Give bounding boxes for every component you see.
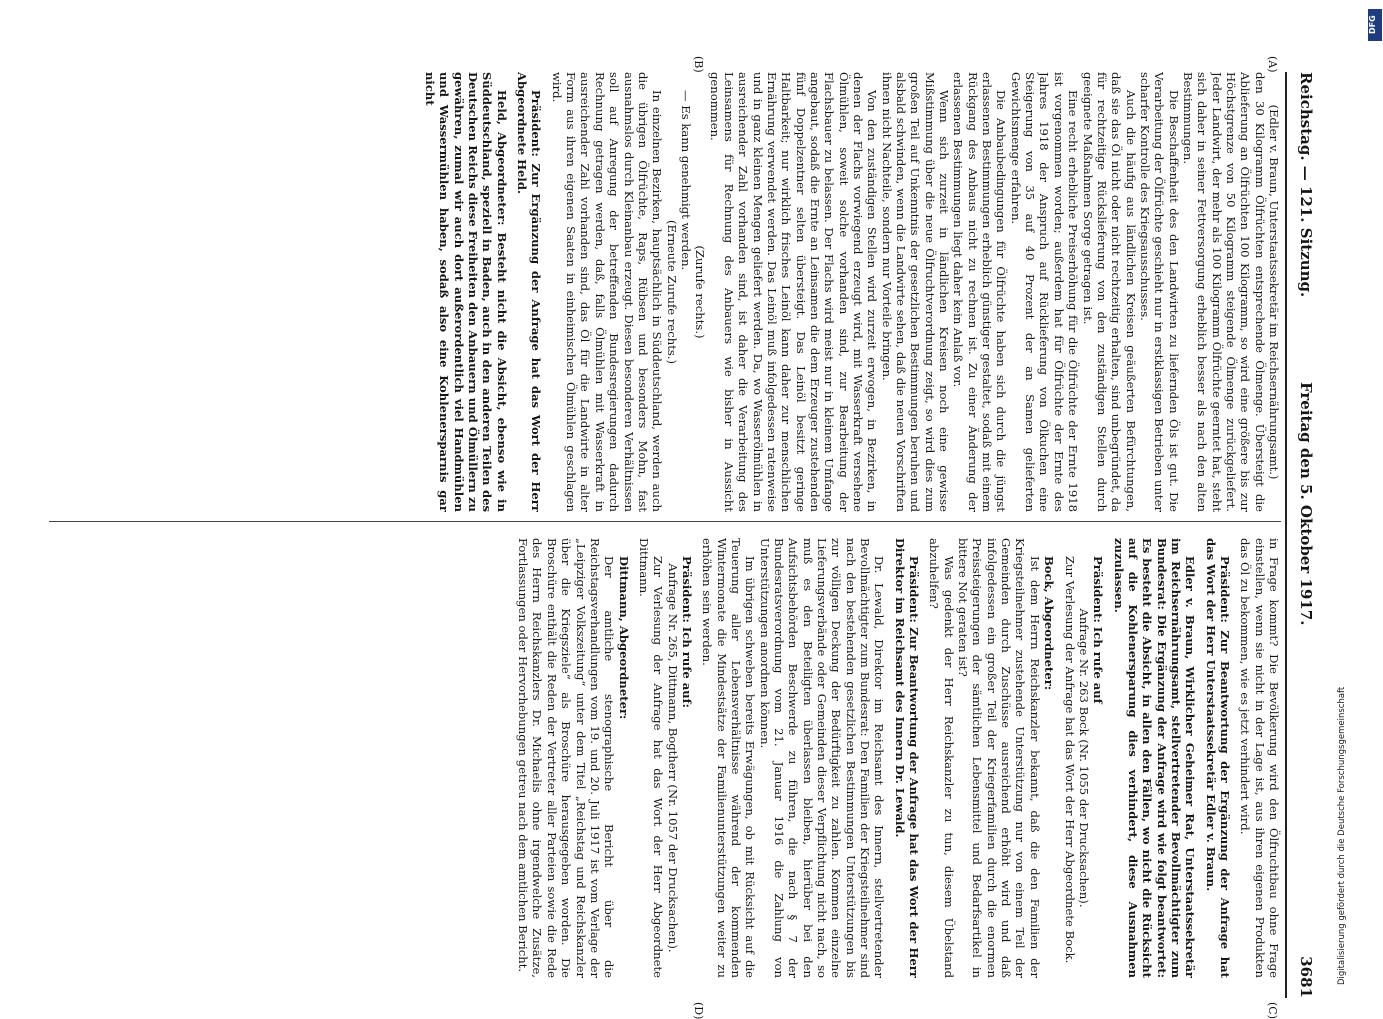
president-statement: Präsident: Ich rufe auf: (679, 556, 694, 708)
header-date: Freitag den 5. Oktober 1917. (1297, 382, 1315, 626)
dfg-logo-text: DFG (1368, 15, 1377, 34)
margin-marker-c: (C) (1266, 1002, 1279, 1019)
paragraph: Der amtliche stenographische Bericht über die Reichstagsverhandlungen vom 19. und 20. Juli 1917 ist vom Verlage der „Leipziger Volkszeitung“ unter dem Titel „Reichstag und Reichskanzler über die Kriegsziele“ als Broschüre herausgegeben worden. Die Broschüre enthält die Reden der Vertreter aller Parteien sowie die Rede des Herrn Reichskanzlers Dr. Michaelis ohne irgendwelche Zusätze, Fortlassungen oder Hervorhebungen getreu nach dem amtlichen Bericht. (516, 538, 617, 978)
column-divider (49, 521, 1281, 522)
speaker-held: Held, Abgeordneter: Besteht nicht die Absicht, ebenso wie in Süddeutschland, speziell in Baden, auch in den anderen Teilen des Deutschen Reichs diese Freiheiten den Anbauern und Ölmüllern zu gewähren, zumal wir auch dort außerordentlich viel Handmühlen und Wassermühlen haben, sodaß also eine Kohlenersparnis gar nicht (423, 72, 509, 512)
president-statement: Präsident: Zur Ergänzung der Anfrage hat das Wort der Herr Abgeordnete Held. (515, 72, 544, 512)
speaker-dittmann: Dittmann, Abgeordneter: (616, 556, 631, 720)
digitization-note: Digitalisierung gefördert durch die Deutsche Forschungsgemeinschaft (1337, 686, 1347, 985)
paragraph: Zur Verlesung der Anfrage hat das Wort der Herr Abgeordnete Dittmann. (636, 538, 666, 978)
paragraph: — Es kann genehmigt werden. (678, 90, 693, 271)
speaker-braun: Edler v. Braun, Wirklicher Geheimer Rat, Unterstaatssekretär im Reichsernährungsamt, stellvertretender Bevollmächtigter zum Bundesrat: Die Ergänzung der Anfrage wird wie folgt beantwortet: Es besteht die Absicht, in allen den Fällen, wo nicht die Rücksicht auf die Kohlenersparung dies verhindert, diese Ausnahmen zuzulassen. (1111, 538, 1198, 978)
dfg-logo (1368, 9, 1382, 41)
inquiry-reference: Anfrage Nr. 263 Bock (Nr. 1055 der Drucksachen). (1076, 608, 1091, 908)
paragraph: Zur Verlesung der Anfrage hat das Wort der Herr Abgeordnete Bock. (1062, 556, 1077, 964)
president-statement: Präsident: Zur Beantwortung der Ergänzung der Anfrage hat das Wort der Herr Unterstaatssekretär Edler v. Braun. (1203, 538, 1232, 978)
rotated-page (15, 56, 1315, 1019)
paragraph: den 30 Kilogramm Ölfrüchten entsprechende Ölmenge. Übersteigt die Ablieferung an Ölfrüchten 100 Kilogramm, so wird eine größere bis zur Höchstgrenze von 50 Kilogramm steigende Ölmenge zurückgeliefert. Jeder Landwirt, der mehr als 100 Kilogramm Ölfrüchte geerntet hat, steht sich daher in seiner Fettversorgung erheblich besser als nach den alten Bestimmungen. (1180, 72, 1267, 512)
president-statement: Präsident: Zur Beantwortung der Anfrage hat das Wort der Herr Direktor im Reichsamt des Innern Dr. Lewald. (892, 538, 922, 978)
margin-marker-d: (D) (692, 1002, 705, 1019)
left-column (31, 72, 1281, 512)
speaker-lewald: Dr. Lewald, Direktor im Reichsamt des Innern, stellvertretender Bevollmächtigter zum Bundesrat: Den Familien der Kriegsteilnehmer sind nach den bestehenden gesetzlichen Bestimmungen Unterstützungen bis zur völligen Deckung der Bedürftigkeit zu zahlen. Kommen einzelne Lieferungsverbände oder Gemeinden dieser Verpflichtung nicht nach, so muß es den Beteiligten überlassen bleiben, hierüber bei den Aufsichtsbehörden Beschwerde zu führen, die nach § 7 der Bundesratsverordnung vom 21. Januar 1916 die Zahlung von Unterstützungen anordnen können. (757, 538, 887, 978)
paragraph: Im übrigen schweben bereits Erwägungen, ob mit Rücksicht auf die Teuerung aller Lebensverhältnisse während der kommenden Wintermonate die Mindestsätze der Familienunterstützungen weiter zu erhöhen sein werden. (700, 538, 758, 978)
paragraph: Die Anbaubedingungen für Ölfrüchte haben sich durch die jüngst erlassenen Bestimmungen erheblich günstiger gestaltet, sodaß mit einem Rückgang des Anbaus nicht zu rechnen ist. Zu einer Änderung der erlassenen Bestimmungen liegt daher kein Anlaß vor. (951, 72, 1009, 512)
paragraph: Auch die häufig aus ländlichen Kreisen geäußerten Befürchtungen, daß sie das Öl nicht oder nicht rechtzeitig erhalten, sind unbegründet, da für rechtzeitige Rückslieferung von den zuständigen Stellen durch geeignete Maßnahmen Sorge getragen ist. (1080, 72, 1138, 512)
paragraph: in Frage kommt? Die Bevölkerung wird den Ölfruchtbau ohne Frage einstellen, wenn sie nicht in der Lage ist, aus ihren eigenen Produkten das Öl zu bekommen, wie es jetzt verhindert wird. (1238, 538, 1281, 978)
header-session: Reichstag. — 121. Sitzung. (1297, 72, 1315, 298)
paragraph: Von den zuständigen Stellen wird zurzeit erwogen, in Bezirken, in denen der Flachs vorwiegend erzeugt wird, mit Wasserkraft versehene Ölmühlen, soweit solche vorhanden sind, zur Bearbeitung der Flachsbauer zu belassen. Der Flachs wird meist nur in kleinem Umfange angebaut, sodaß die Ernte an Leinsamen die dem Erzeuger zustehenden fünf Doppelzentner selten übersteigt. Das Leinöl besitzt geringe Haltbarkeit; nur wirklich frisches Leinöl kann daher zur menschlichen Ernährung verwendet werden. Das Leinöl muß infolgedessen ratenweise und in ganz kleinen Mengen geliefert werden. Da, wo Wasserölmühlen in ausreichender Zahl vorhanden sind, ist daher die Verarbeitung des Leinsamens für Rechnung des Anbauers wie bisher in Aussicht genommen. (707, 72, 880, 512)
president-statement: Präsident: Ich rufe auf (1091, 556, 1106, 704)
margin-marker-a: (A) (1266, 56, 1279, 73)
inquiry-reference: Anfrage Nr. 265, Dittmann, Bogtherr (Nr. 1057 der Drucksachen). (665, 563, 680, 953)
paragraph: Was gedenkt der Herr Reichskanzler zu tun, diesem Übelstand abzuhelfen? (927, 538, 956, 978)
paragraph: Eine recht erhebliche Preiserhöhung für die Ölfrüchte der Ernte 1918 ist vorgenommen worden; außerdem hat für Ölfrüchte der Ernte des Jahres 1918 der Anspruch auf Rücklieferung von Ölkuchen eine Steigerung von 35 auf 40 Prozent der an Samen gelieferten Gewichtsmenge erfahren. (1008, 72, 1081, 512)
interjection: (Zurufe rechts.) (693, 245, 708, 339)
page-header (1289, 72, 1315, 998)
header-rule (1285, 72, 1287, 998)
interjection: (Erneute Zurufe rechts.) (664, 219, 679, 365)
paragraph: Die Beschaffenheit des den Landwirten zu liefernden Öls ist gut. Die Verarbeitung der Ölfrüchte geschieht nur in erstklassigen Betrieben unter scharfer Kontrolle des Kriegsausschusses. (1137, 72, 1181, 512)
margin-marker-b: (B) (692, 56, 705, 73)
paragraph: Ist dem Herrn Reichskanzler bekannt, daß die den Familien der Kriegsteilnehmer zustehende Unterstützung nur von einem Teil der Gemeinden durch Zuschüsse ausreichend erhöht wird und daß infolgedessen ein großer Teil der Kriegerfamilien durch die enormen Preissteigerungen der sämtlichen Lebensmittel und Bedarfsartikel in bittere Not geraten ist? (956, 538, 1042, 978)
speaker-continuation: (Edler v. Braun, Unterstaatssekretär im Reichsernährungsamt.) (1267, 104, 1281, 480)
right-column (31, 538, 1281, 978)
paragraph: Wenn sich zurzeit in ländlichen Kreisen noch eine gewisse Mißstimmung über die neue Ölfruchtverordnung zeigt, so wird dies zum großen Teil auf Unkenntnis der gesetzlichen Bestimmungen beruhen und alsbald schwinden, wenn die Landwirte sehen, daß die neuen Vorschriften ihnen nicht Nachteile, sondern nur Vorteile bringen. (879, 72, 952, 512)
speaker-bock: Bock, Abgeordneter: (1042, 556, 1057, 691)
paragraph: In einzelnen Bezirken, hauptsächlich in Süddeutschland, werden auch die übrigen Ölfrüchte, Raps, Rübsen und besonders Mohn, fast ausnahmslos durch Kleinanbau erzeugt. Diesen besonderen Verhältnissen soll auf Anregung der betreffenden Bundesregierungen dadurch Rechnung getragen werden, daß, falls Ölmühlen mit Wasserkraft in ausreichender Zahl vorhanden sind, das Öl für die Landwirte in alter Form aus ihren eigenen Saaten in einheimischen Ölmühlen geschlagen wird. (549, 72, 665, 512)
page-number: 3681 (1297, 956, 1315, 998)
